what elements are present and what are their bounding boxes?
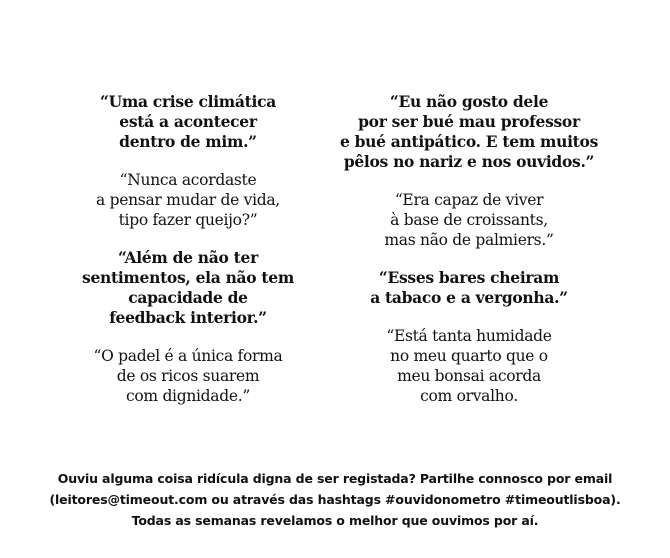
footer-line-weekly: Todas as semanas revelamos o melhor que ouvimos por aí.	[131, 513, 539, 528]
quotes-column-right	[338, 92, 600, 424]
quote-right-3: “Esses bares cheiram a tabaco e a vergonha.”	[370, 268, 568, 307]
quote-right-1: “Eu não gosto dele por ser bué mau professor e bué antipático. E tem muitos pêlos no nariz e nos ouvidos.”	[339, 92, 599, 171]
quote-left-1: “Uma crise climática está a acontecer dentro de mim.”	[100, 92, 276, 151]
footer-line-contact: (leitores@timeout.com ou através das hashtags #ouvidonometro #timeoutlisboa).	[49, 492, 621, 507]
quote-right-4: “Está tanta humidade no meu quarto que o meu bonsai acorda com orvalho.	[386, 327, 552, 405]
footer-line-invite: Ouviu alguma coisa ridícula digna de ser registada? Partilhe connosco por email	[57, 471, 613, 486]
quotes-section	[0, 92, 670, 422]
quote-right-2: “Era capaz de viver à base de croissants, mas não de palmiers.”	[384, 191, 554, 249]
quote-left-2: “Nunca acordaste a pensar mudar de vida, tipo fazer queijo?”	[96, 171, 280, 229]
quote-left-3: “Além de não ter sentimentos, ela não tem capacidade de feedback interior.”	[82, 248, 294, 327]
quotes-column-left	[78, 92, 298, 424]
submission-footer	[0, 468, 670, 531]
quote-left-4: “O padel é a única forma de os ricos suarem com dignidade.”	[93, 347, 283, 405]
